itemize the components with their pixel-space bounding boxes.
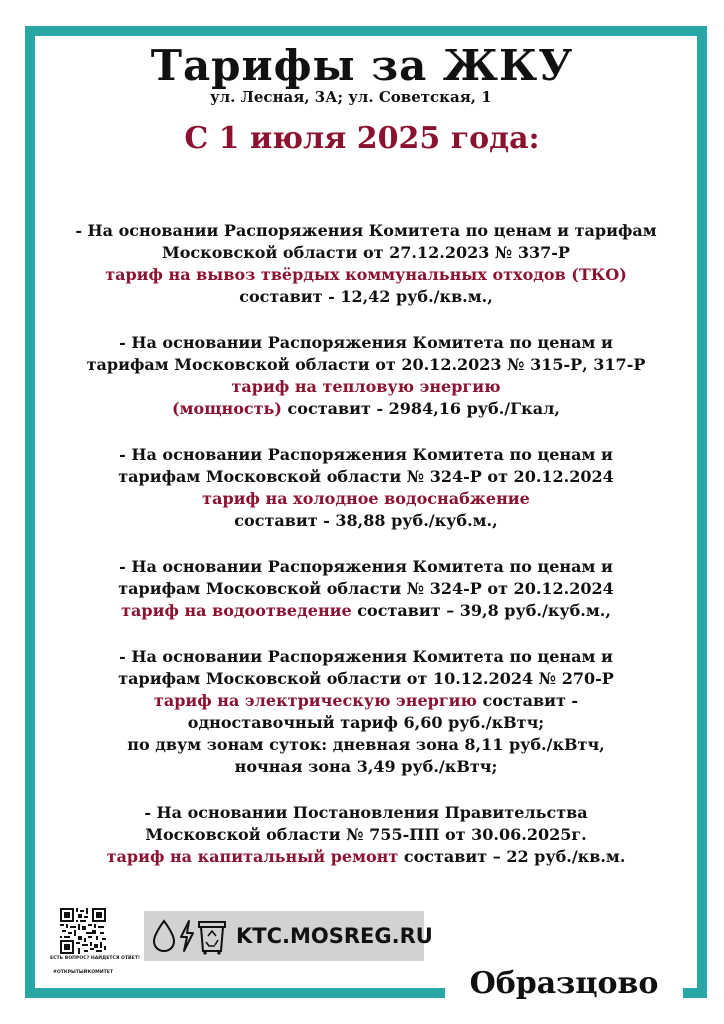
tariff-basis-line: - На основании Распоряжения Комитета по ценам и (119, 557, 613, 576)
qr-code[interactable] (60, 908, 106, 954)
tariff-basis-line: тарифам Московской области № 324-Р от 20.12.2024 (118, 467, 614, 486)
recycling-bin-icon (196, 917, 228, 955)
qr-caption: ЕСТЬ ВОПРОС? НАЙДЕТСЯ ОТВЕТ! (50, 956, 140, 961)
tariff-basis-line: тарифам Московской области № 324-Р от 20.12.2024 (118, 579, 614, 598)
tariff-name-value-line (28, 690, 704, 712)
tariff-item-electricity (28, 646, 704, 778)
tariff-value: составит - 38,88 руб./куб.м., (234, 511, 498, 530)
qr-code-image (60, 908, 106, 954)
tariff-basis-line: Московской области от 27.12.2023 № 337-Р (162, 243, 570, 262)
tariff-name-cont: (мощность) (172, 399, 282, 418)
tariff-name: тариф на электрическую энергию (153, 691, 477, 710)
tariff-basis-line: - На основании Распоряжения Комитета по ценам и (119, 333, 613, 352)
site-banner[interactable] (144, 911, 433, 961)
utility-icons (150, 911, 228, 961)
tariff-item-heat (28, 332, 704, 420)
tariff-item-tko (28, 220, 704, 308)
tariff-basis-line: - На основании Распоряжения Комитета по ценам и тарифам (75, 221, 657, 240)
lightning-icon (178, 918, 196, 954)
town-name: Образцово (445, 963, 683, 1005)
tariff-value: составит - (482, 691, 579, 710)
qr-block (50, 908, 140, 978)
page-title: Тарифы за ЖКУ (150, 41, 574, 90)
tariff-basis-line: - На основании Распоряжения Комитета по ценам и (119, 647, 613, 666)
tariff-name: тариф на капитальный ремонт (106, 847, 399, 866)
tariff-name-value-line (28, 846, 704, 868)
tariff-value: составит - 2984,16 руб./Гкал, (287, 399, 560, 418)
tariff-detail-line: одноставочный тариф 6,60 руб./кВтч; (187, 713, 545, 732)
tariff-value: составит – 39,8 руб./куб.м., (357, 601, 611, 620)
tariff-basis-line: - На основании Распоряжения Комитета по ценам и (119, 445, 613, 464)
tariff-name: тариф на тепловую энергию (231, 377, 501, 396)
tariff-name: тариф на вывоз твёрдых коммунальных отходов (ТКО) (105, 265, 627, 284)
tariff-value: составит - 12,42 руб./кв.м., (239, 287, 493, 306)
tariff-basis-line: тарифам Московской области от 20.12.2023 № 315-Р, 317-Р (86, 355, 646, 374)
tariff-basis-line: Московской области № 755-ПП от 30.06.2025г. (145, 825, 587, 844)
tariff-basis-line: тарифам Московской области от 10.12.2024 № 270-Р (118, 669, 614, 688)
tariff-item-drainage (28, 556, 704, 622)
tariff-item-capital-repair (28, 802, 704, 868)
tariff-detail-line: по двум зонам суток: дневная зона 8,11 руб./кВтч, (127, 735, 605, 754)
qr-hashtag: #ОТКРЫТЫЙКОМИТЕТ (53, 970, 113, 975)
tariff-basis-line: - На основании Постановления Правительства (144, 803, 588, 822)
tariff-list (28, 220, 704, 892)
site-link[interactable]: KTC.MOSREG.RU (236, 924, 433, 948)
effective-date: С 1 июля 2025 года: (184, 121, 540, 156)
tariff-value: составит – 22 руб./кв.м. (403, 847, 626, 866)
tariff-name: тариф на холодное водоснабжение (202, 489, 530, 508)
tariff-item-cold-water (28, 444, 704, 532)
tariff-name: тариф на водоотведение (121, 601, 352, 620)
tariff-name-value-line (28, 600, 704, 622)
water-drop-icon (150, 918, 178, 954)
tariff-detail-line: ночная зона 3,49 руб./кВтч; (234, 757, 498, 776)
tariff-name-value-line (28, 398, 704, 420)
address: ул. Лесная, 3А; ул. Советская, 1 (210, 88, 492, 106)
